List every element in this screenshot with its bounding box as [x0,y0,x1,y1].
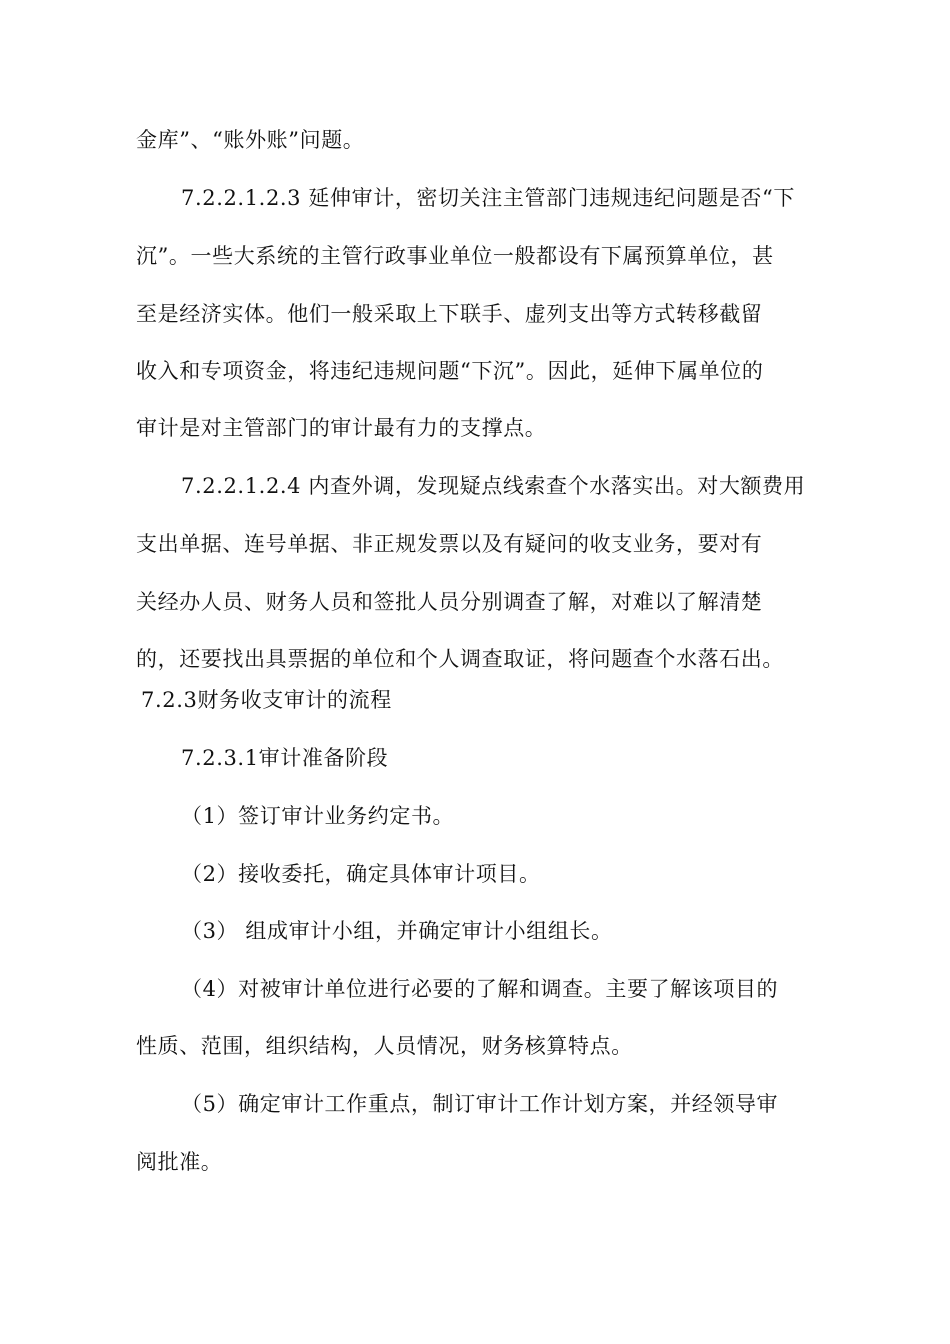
list-item-2: （2）接收委托，确定具体审计项目。 [181,862,541,886]
text-line-1: 金库”、“账外账”问题。 [136,128,365,152]
text-line-9: 关经办人员、财务人员和签批人员分别调查了解，对难以了解清楚 [136,590,763,614]
text-line-7: 7.2.2.1.2.4 内查外调，发现疑点线索查个水落实出。对大额费用 [181,474,806,498]
text-line-5: 收入和专项资金，将违纪违规问题“下沉”。因此，延伸下属单位的 [136,359,764,383]
text-line-10: 的，还要找出具票据的单位和个人调查取证，将问题查个水落石出。 [136,647,784,671]
text-line-4: 至是经济实体。他们一般采取上下联手、虚列支出等方式转移截留 [136,302,763,326]
list-item-4: （4）对被审计单位进行必要的了解和调查。主要了解该项目的 [181,977,779,1001]
list-item-4-continued: 性质、范围，组织结构，人员情况，财务核算特点。 [136,1034,633,1058]
text-line-8: 支出单据、连号单据、非正规发票以及有疑问的收支业务，要对有 [136,532,763,556]
text-line-3: 沉”。一些大系统的主管行政事业单位一般都设有下属预算单位，甚 [136,244,774,268]
subsection-heading-7-2-3-1: 7.2.3.1审计准备阶段 [181,746,389,770]
list-item-5-continued: 阅批准。 [136,1150,223,1174]
section-heading-7-2-3: 7.2.3财务收支审计的流程 [141,688,392,712]
text-line-6: 审计是对主管部门的审计最有力的支撑点。 [136,416,547,440]
list-item-1: （1）签订审计业务约定书。 [181,804,455,828]
list-item-3: （3） 组成审计小组，并确定审计小组组长。 [181,919,613,943]
text-line-2: 7.2.2.1.2.3 延伸审计，密切关注主管部门违规违纪问题是否“下 [181,186,795,210]
list-item-5: （5）确定审计工作重点，制订审计工作计划方案，并经领导审 [181,1092,779,1116]
